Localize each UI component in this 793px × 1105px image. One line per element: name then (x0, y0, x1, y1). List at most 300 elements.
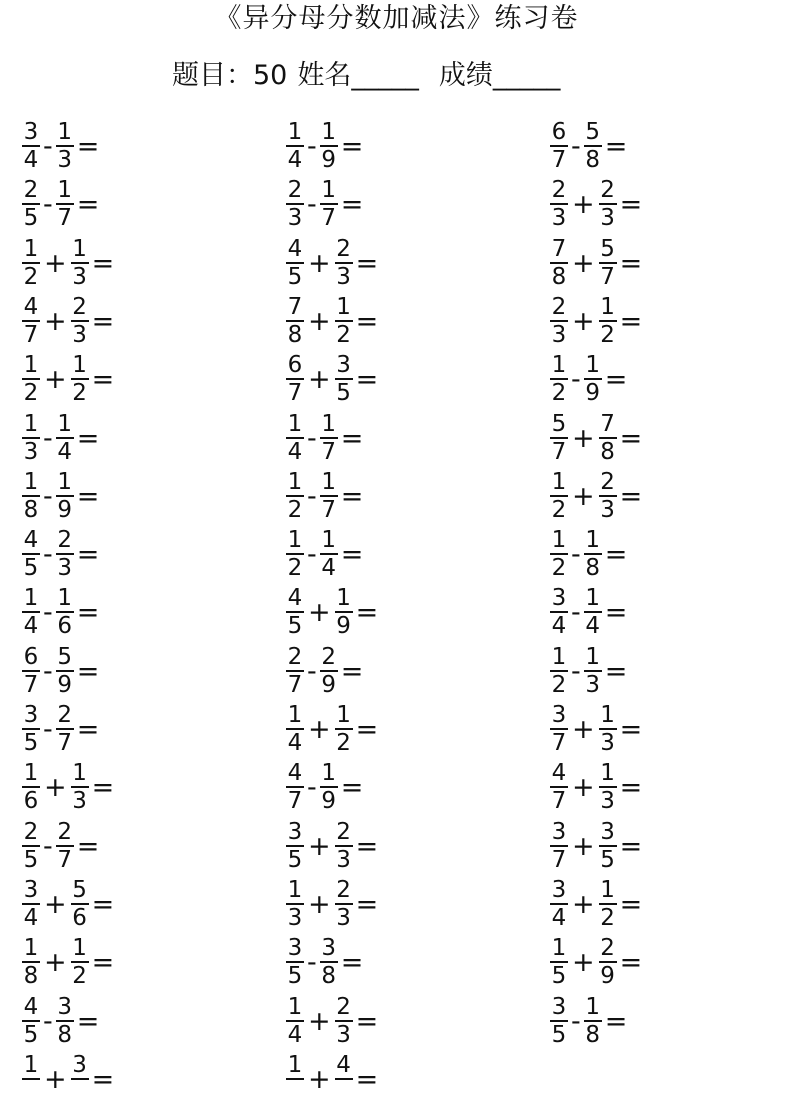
fraction-left (20, 1053, 42, 1105)
fraction-right (597, 878, 619, 930)
fraction-left (284, 1053, 306, 1105)
numerator: 3 (336, 352, 351, 378)
numerator: 2 (336, 819, 351, 845)
numerator: 3 (321, 935, 337, 961)
operator-sign: + (44, 946, 67, 978)
fraction-left (284, 237, 306, 289)
problem-item (548, 528, 627, 580)
numerator: 3 (72, 1052, 87, 1078)
denominator: 2 (336, 730, 351, 756)
denominator: 3 (336, 264, 351, 290)
numerator: 2 (57, 527, 73, 553)
denominator: 2 (600, 905, 615, 931)
equals-sign: = (604, 596, 628, 628)
problem-item (548, 295, 642, 347)
numerator: 4 (287, 760, 303, 786)
problem-item (284, 528, 363, 580)
fraction-left (284, 295, 306, 347)
denominator: 8 (585, 1022, 601, 1048)
denominator: 2 (72, 380, 87, 406)
numerator: 1 (551, 935, 567, 961)
fraction-left (20, 645, 42, 697)
fraction-left (548, 936, 570, 988)
equals-sign: = (355, 1005, 379, 1037)
numerator: 2 (57, 702, 73, 728)
problem-item (548, 120, 627, 172)
fraction-right (582, 120, 604, 172)
denominator: 4 (585, 613, 601, 639)
denominator: 3 (600, 788, 615, 814)
fraction-right (597, 761, 619, 813)
denominator: 7 (57, 205, 73, 231)
fraction-right (318, 528, 340, 580)
denominator: 5 (23, 555, 39, 581)
denominator: 6 (72, 905, 87, 931)
numerator: 3 (287, 819, 303, 845)
operator-sign: + (572, 188, 595, 220)
denominator: 5 (287, 963, 303, 989)
fraction-right (54, 412, 76, 464)
fraction-right (318, 761, 340, 813)
fraction-right (597, 237, 619, 289)
denominator: 4 (321, 555, 337, 581)
fraction-left (20, 761, 42, 813)
numerator: 1 (23, 935, 39, 961)
fraction-left (20, 586, 42, 638)
fraction-left (284, 586, 306, 638)
operator-sign: - (571, 655, 581, 687)
numerator: 1 (321, 177, 337, 203)
denominator: 5 (23, 847, 39, 873)
numerator: 1 (23, 352, 39, 378)
operator-sign: - (571, 130, 581, 162)
fraction-left (548, 820, 570, 872)
numerator: 4 (23, 294, 39, 320)
fraction-left (284, 412, 306, 464)
denominator: 6 (23, 788, 39, 814)
denominator: 3 (336, 905, 351, 931)
fraction-left (548, 295, 570, 347)
equals-sign: = (619, 188, 643, 220)
denominator: 3 (551, 205, 567, 231)
problem-item (20, 353, 114, 405)
equals-sign: = (340, 538, 364, 570)
problem-item (20, 878, 114, 930)
fraction-left (20, 295, 42, 347)
fraction-left (284, 761, 306, 813)
fraction-right (582, 353, 604, 405)
name-field-label: 姓名_____ (297, 60, 419, 91)
problem-item (20, 470, 99, 522)
fraction-right (69, 878, 91, 930)
fraction-right (582, 528, 604, 580)
numerator: 1 (551, 644, 567, 670)
numerator: 1 (585, 644, 601, 670)
problem-item (548, 878, 642, 930)
equals-sign: = (91, 771, 115, 803)
operator-sign: - (43, 713, 53, 745)
equals-sign: = (76, 188, 100, 220)
numerator: 4 (287, 585, 303, 611)
denominator: 4 (287, 730, 303, 756)
question-count-value: 50 (253, 60, 288, 91)
fraction-right (333, 878, 355, 930)
equals-sign: = (91, 888, 115, 920)
fraction-right (69, 237, 91, 289)
problem-item (20, 995, 99, 1047)
numerator: 4 (551, 760, 567, 786)
numerator: 3 (551, 585, 567, 611)
numerator: 1 (72, 760, 87, 786)
denominator: 3 (600, 497, 615, 523)
denominator: 9 (321, 147, 337, 173)
operator-sign: - (571, 538, 581, 570)
denominator: 4 (57, 439, 73, 465)
problem-item (284, 178, 363, 230)
denominator: 3 (585, 672, 601, 698)
numerator: 4 (336, 1052, 351, 1078)
equals-sign: = (355, 305, 379, 337)
numerator: 3 (600, 819, 615, 845)
fraction-left (284, 353, 306, 405)
numerator: 3 (551, 994, 567, 1020)
problem-item (284, 761, 363, 813)
numerator: 3 (23, 119, 39, 145)
fraction-bar (22, 1078, 40, 1080)
fraction-right (597, 703, 619, 755)
equals-sign: = (76, 422, 100, 454)
numerator: 2 (23, 177, 39, 203)
operator-sign: - (43, 596, 53, 628)
denominator: 3 (600, 205, 615, 231)
denominator: 8 (585, 147, 601, 173)
denominator: 3 (72, 264, 87, 290)
denominator: 7 (321, 439, 337, 465)
problem-item (548, 178, 642, 230)
numerator: 2 (57, 819, 73, 845)
fraction-left (20, 820, 42, 872)
fraction-left (284, 995, 306, 1047)
equals-sign: = (76, 480, 100, 512)
problem-item (284, 878, 378, 930)
equals-sign: = (619, 888, 643, 920)
fraction-left (548, 528, 570, 580)
problem-item (548, 820, 642, 872)
problem-item (548, 470, 642, 522)
numerator: 2 (287, 644, 303, 670)
problem-item (20, 761, 114, 813)
fraction-left (548, 470, 570, 522)
equals-sign: = (76, 130, 100, 162)
fraction-left (20, 936, 42, 988)
numerator: 2 (72, 294, 87, 320)
equals-sign: = (355, 1063, 379, 1095)
denominator: 7 (23, 322, 39, 348)
fraction-right (69, 936, 91, 988)
operator-sign: + (44, 247, 67, 279)
denominator: 3 (57, 147, 73, 173)
equals-sign: = (76, 1005, 100, 1037)
equals-sign: = (91, 1063, 115, 1095)
fraction-left (284, 703, 306, 755)
operator-sign: + (44, 305, 67, 337)
denominator: 7 (551, 847, 567, 873)
numerator: 4 (287, 236, 303, 262)
equals-sign: = (91, 946, 115, 978)
equals-sign: = (355, 247, 379, 279)
operator-sign: + (308, 888, 331, 920)
operator-sign: + (308, 830, 331, 862)
operator-sign: + (308, 1063, 331, 1095)
operator-sign: + (44, 888, 67, 920)
denominator: 5 (23, 1022, 39, 1048)
operator-sign: + (44, 363, 67, 395)
fraction-left (20, 528, 42, 580)
equals-sign: = (355, 888, 379, 920)
equals-sign: = (604, 655, 628, 687)
problem-item (548, 353, 627, 405)
problem-item (284, 412, 363, 464)
problem-item (284, 295, 378, 347)
fraction-right (333, 995, 355, 1047)
problem-item (548, 995, 627, 1047)
problem-item (284, 353, 378, 405)
numerator: 7 (600, 411, 615, 437)
denominator: 4 (551, 613, 567, 639)
fraction-left (548, 412, 570, 464)
equals-sign: = (604, 363, 628, 395)
fraction-left (20, 703, 42, 755)
operator-sign: + (572, 771, 595, 803)
numerator: 1 (321, 760, 337, 786)
fraction-right (582, 586, 604, 638)
operator-sign: + (308, 305, 331, 337)
denominator: 3 (287, 905, 303, 931)
fraction-right (318, 120, 340, 172)
numerator: 1 (336, 294, 351, 320)
operator-sign: + (308, 247, 331, 279)
operator-sign: + (308, 713, 331, 745)
operator-sign: - (571, 363, 581, 395)
numerator: 4 (23, 994, 39, 1020)
fraction-left (20, 237, 42, 289)
numerator: 3 (551, 702, 567, 728)
fraction-right (333, 353, 355, 405)
numerator: 2 (336, 994, 351, 1020)
denominator: 2 (551, 380, 567, 406)
denominator: 4 (23, 905, 39, 931)
denominator: 9 (600, 963, 615, 989)
problem-item (548, 761, 642, 813)
fraction-bar (286, 1078, 304, 1080)
fraction-left (548, 120, 570, 172)
fraction-right (54, 470, 76, 522)
numerator: 1 (57, 585, 73, 611)
operator-sign: - (43, 130, 53, 162)
operator-sign: - (571, 596, 581, 628)
problem-item (284, 470, 363, 522)
problem-item (284, 237, 378, 289)
problem-item (284, 1053, 378, 1105)
fraction-right (54, 528, 76, 580)
denominator: 4 (23, 613, 39, 639)
problem-item (284, 645, 363, 697)
numerator: 3 (23, 702, 39, 728)
numerator: 6 (287, 352, 303, 378)
operator-sign: - (307, 538, 317, 570)
problem-item (20, 412, 99, 464)
fraction-right (69, 353, 91, 405)
denominator: 2 (23, 380, 39, 406)
fraction-left (284, 878, 306, 930)
numerator: 5 (57, 644, 73, 670)
operator-sign: - (43, 480, 53, 512)
problem-item (548, 586, 627, 638)
equals-sign: = (619, 830, 643, 862)
denominator: 7 (287, 380, 303, 406)
problem-item (548, 412, 642, 464)
operator-sign: + (572, 888, 595, 920)
numerator: 1 (551, 527, 567, 553)
equals-sign: = (619, 305, 643, 337)
equals-sign: = (340, 946, 364, 978)
fraction-right (318, 470, 340, 522)
fraction-left (548, 237, 570, 289)
numerator: 1 (23, 411, 39, 437)
fraction-right (582, 645, 604, 697)
fraction-right (69, 761, 91, 813)
problem-item (20, 178, 99, 230)
operator-sign: - (43, 538, 53, 570)
denominator: 7 (287, 672, 303, 698)
operator-sign: - (307, 480, 317, 512)
numerator: 2 (23, 819, 39, 845)
equals-sign: = (604, 538, 628, 570)
numerator: 1 (23, 236, 39, 262)
numerator: 1 (600, 702, 615, 728)
numerator: 2 (336, 236, 351, 262)
fraction-right (333, 586, 355, 638)
numerator: 1 (23, 469, 39, 495)
operator-sign: - (43, 655, 53, 687)
page-title: 《异分母分数加减法》练习卷 (214, 3, 579, 34)
fraction-left (548, 995, 570, 1047)
problem-item (548, 645, 627, 697)
operator-sign: - (43, 188, 53, 220)
denominator: 3 (551, 322, 567, 348)
fraction-right (333, 295, 355, 347)
numerator: 1 (600, 760, 615, 786)
numerator: 1 (57, 411, 73, 437)
equals-sign: = (76, 655, 100, 687)
problem-item (284, 820, 378, 872)
numerator: 1 (585, 352, 601, 378)
fraction-left (284, 528, 306, 580)
operator-sign: - (571, 1005, 581, 1037)
fraction-left (20, 878, 42, 930)
fraction-right (54, 995, 76, 1047)
fraction-right (54, 703, 76, 755)
fraction-right (318, 645, 340, 697)
problem-item (284, 703, 378, 755)
fraction-left (548, 178, 570, 230)
operator-sign: - (307, 946, 317, 978)
numerator: 3 (287, 935, 303, 961)
equals-sign: = (76, 538, 100, 570)
numerator: 5 (551, 411, 567, 437)
problem-item (20, 295, 114, 347)
fraction-right (54, 586, 76, 638)
denominator: 3 (336, 847, 351, 873)
denominator: 2 (551, 555, 567, 581)
denominator: 9 (57, 497, 73, 523)
operator-sign: + (44, 771, 67, 803)
fraction-right (318, 936, 340, 988)
fraction-left (20, 178, 42, 230)
denominator: 4 (551, 905, 567, 931)
numerator: 1 (585, 585, 601, 611)
fraction-left (548, 645, 570, 697)
denominator: 8 (23, 963, 39, 989)
fraction-left (20, 120, 42, 172)
fraction-left (20, 470, 42, 522)
numerator: 5 (600, 236, 615, 262)
fraction-right (597, 295, 619, 347)
equals-sign: = (91, 247, 115, 279)
numerator: 5 (585, 119, 601, 145)
denominator: 3 (57, 555, 73, 581)
score-field-label: 成绩_____ (438, 60, 561, 91)
fraction-left (548, 353, 570, 405)
denominator: 5 (287, 847, 303, 873)
denominator: 7 (321, 205, 337, 231)
numerator: 1 (600, 294, 615, 320)
numerator: 1 (321, 469, 337, 495)
equals-sign: = (355, 596, 379, 628)
denominator: 5 (336, 380, 351, 406)
denominator: 4 (23, 147, 39, 173)
operator-sign: + (572, 305, 595, 337)
fraction-left (284, 120, 306, 172)
problem-item (20, 586, 99, 638)
denominator: 2 (23, 264, 39, 290)
numerator: 1 (287, 119, 303, 145)
problem-item (284, 120, 363, 172)
operator-sign: + (308, 363, 331, 395)
denominator: 2 (287, 555, 303, 581)
equals-sign: = (76, 830, 100, 862)
fraction-right (54, 820, 76, 872)
numerator: 1 (585, 527, 601, 553)
equals-sign: = (76, 713, 100, 745)
numerator: 7 (551, 236, 567, 262)
denominator: 8 (551, 264, 567, 290)
operator-sign: + (572, 480, 595, 512)
equals-sign: = (619, 247, 643, 279)
denominator: 5 (600, 847, 615, 873)
denominator: 9 (57, 672, 73, 698)
numerator: 1 (321, 119, 337, 145)
equals-sign: = (340, 771, 364, 803)
numerator: 1 (57, 469, 73, 495)
denominator: 3 (287, 205, 303, 231)
operator-sign: + (308, 596, 331, 628)
numerator: 1 (57, 119, 73, 145)
operator-sign: - (43, 1005, 53, 1037)
fraction-left (20, 412, 42, 464)
numerator: 1 (336, 702, 351, 728)
operator-sign: + (308, 1005, 331, 1037)
